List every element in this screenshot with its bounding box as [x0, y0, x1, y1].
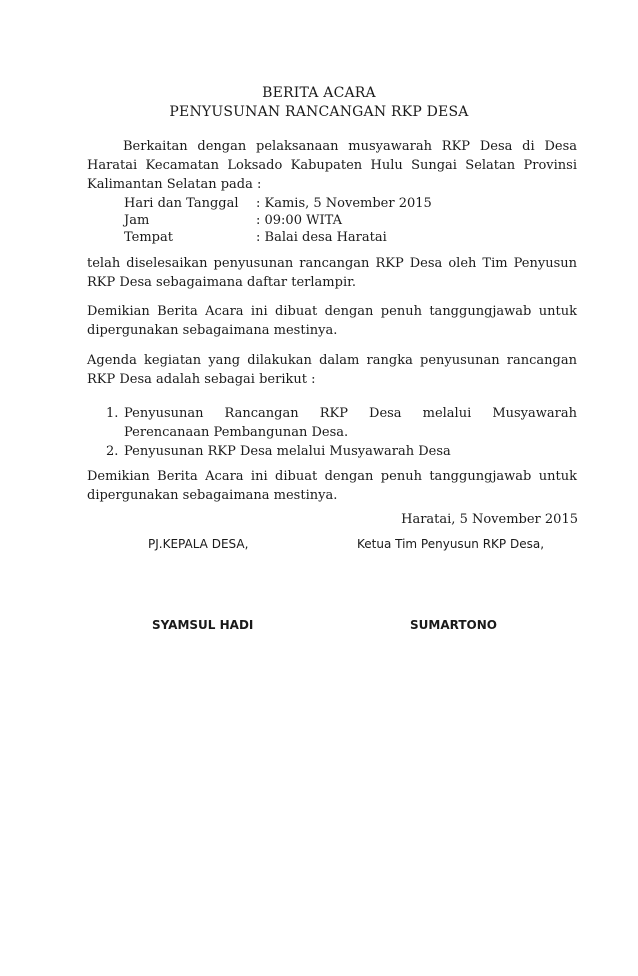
- agenda-intro-paragraph: Agenda kegiatan yang dilakukan dalam rangka penyusunan rancangan RKP Desa adalah sebagai berikut :: [87, 353, 577, 387]
- detail-value: : Kamis, 5 November 2015: [256, 196, 432, 211]
- right-signatory-role: Ketua Tim Penyusun RKP Desa,: [357, 537, 545, 551]
- agenda-text: Penyusunan RKP Desa melalui Musyawarah Desa: [124, 444, 451, 459]
- agenda-list: [100, 404, 577, 461]
- intro-paragraph: Berkaitan dengan pelaksanaan musyawarah RKP Desa di Desa Haratai Kecamatan Loksado Kabupaten Hulu Sungai Selatan Provinsi Kalimantan Selatan pada :: [87, 139, 577, 192]
- left-signatory-name: SYAMSUL HADI: [152, 618, 254, 632]
- agenda-number: 2.: [106, 444, 119, 459]
- agenda-text: Penyusunan Rancangan RKP Desa melalui Musyawarah Perencanaan Pembangunan Desa.: [124, 406, 577, 440]
- right-signatory-name: SUMARTONO: [410, 618, 497, 632]
- place-date: Haratai, 5 November 2015: [401, 512, 578, 527]
- after-details-paragraph: telah diselesaikan penyusunan rancangan RKP Desa oleh Tim Penyusun RKP Desa sebagaimana daftar terlampir.: [87, 256, 577, 290]
- left-signatory-role: PJ.KEPALA DESA,: [148, 537, 249, 551]
- detail-label: Tempat: [124, 230, 173, 245]
- title-line-1: BERITA ACARA: [262, 85, 376, 101]
- detail-label: Hari dan Tanggal: [124, 196, 239, 211]
- agenda-item: [100, 404, 577, 442]
- title-line-2: PENYUSUNAN RANCANGAN RKP DESA: [169, 104, 469, 120]
- closing-paragraph-1: Demikian Berita Acara ini dibuat dengan penuh tanggungjawab untuk dipergunakan sebagaimana mestinya.: [87, 304, 577, 338]
- closing-paragraph-2: Demikian Berita Acara ini dibuat dengan penuh tanggungjawab untuk dipergunakan sebagaimana mestinya.: [87, 469, 577, 503]
- detail-value: : Balai desa Haratai: [256, 230, 387, 245]
- detail-value: : 09:00 WITA: [256, 213, 342, 228]
- detail-label: Jam: [124, 213, 150, 228]
- agenda-item: [100, 442, 577, 461]
- agenda-number: 1.: [106, 406, 119, 421]
